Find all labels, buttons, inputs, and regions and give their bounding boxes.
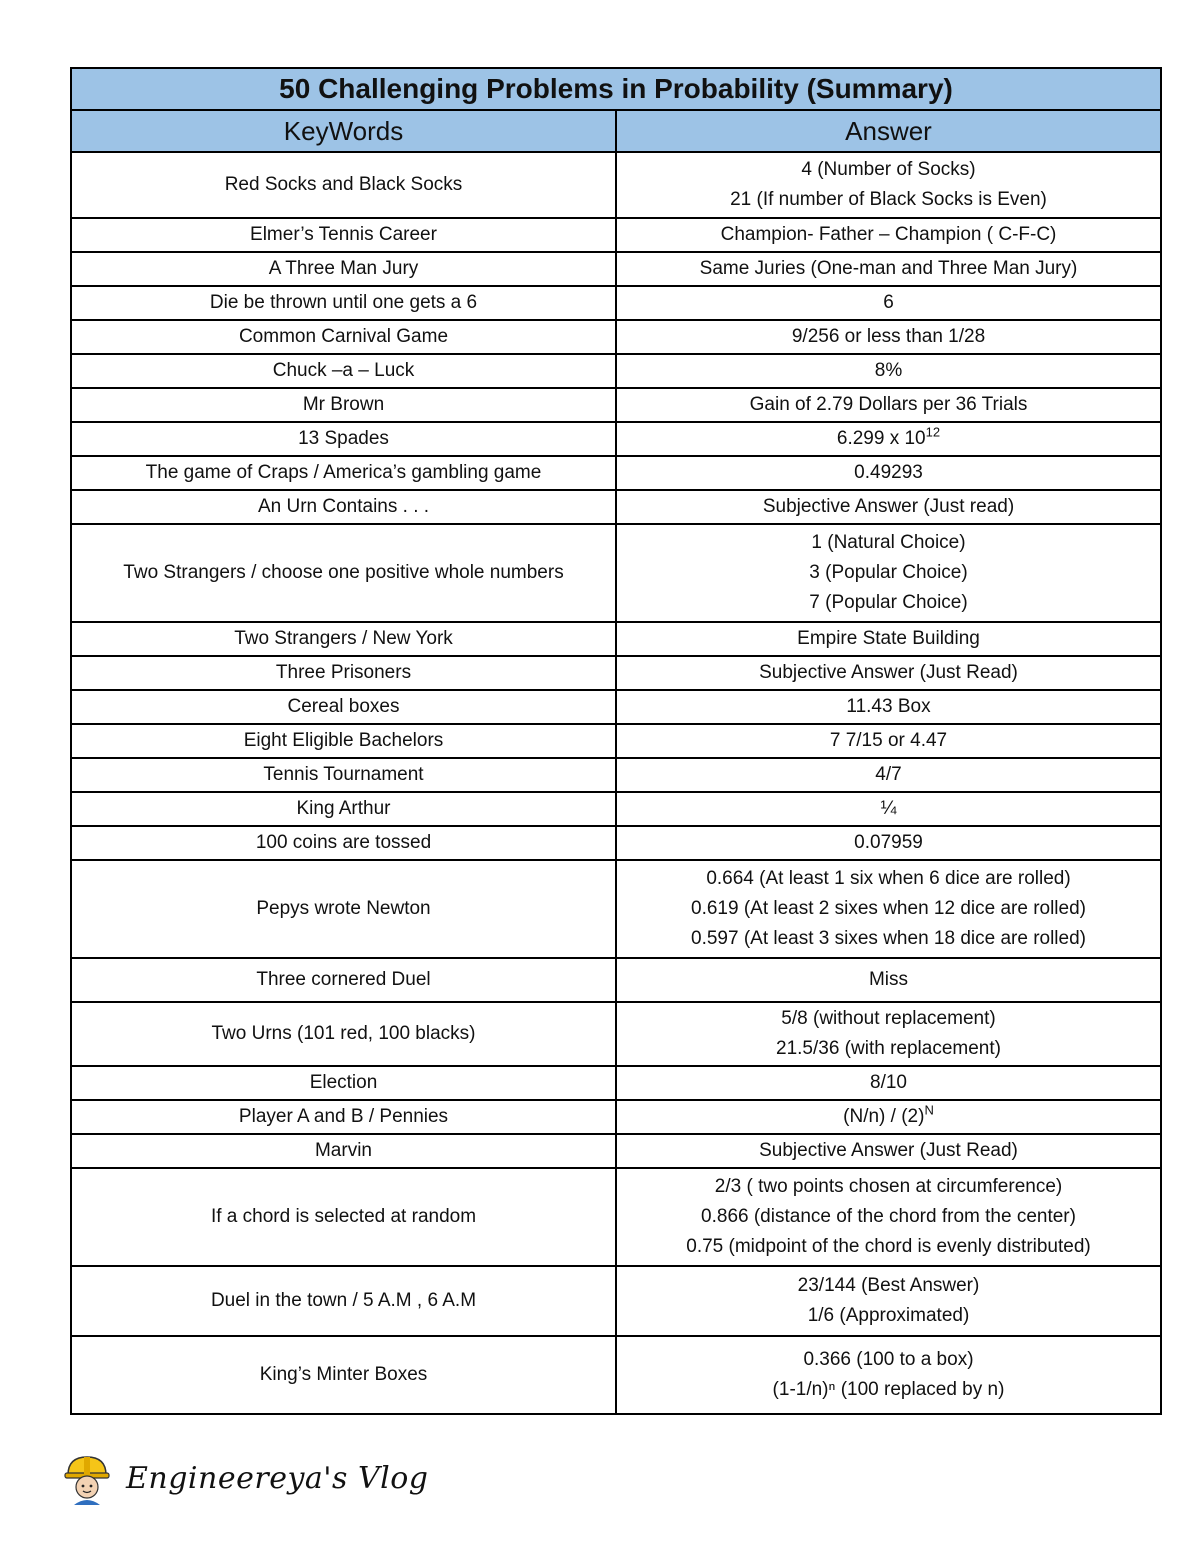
answer-text: ¼: [880, 798, 897, 819]
table-row: [71, 958, 1161, 1002]
table-row: [71, 1100, 1161, 1134]
answer-cell: [616, 1168, 1161, 1266]
answer-line: [623, 794, 1154, 824]
keyword-cell: Elmer’s Tennis Career: [71, 218, 616, 252]
answer-line: [623, 254, 1154, 284]
title-row: [71, 68, 1161, 110]
answer-text: 0.597 (At least 3 sixes when 18 dice are rolled): [691, 928, 1086, 949]
answer-line: [623, 1202, 1154, 1232]
keyword-cell: 100 coins are tossed: [71, 826, 616, 860]
table-row: [71, 456, 1161, 490]
table-row: [71, 152, 1161, 218]
answer-line: [623, 390, 1154, 420]
answer-cell: [616, 388, 1161, 422]
keyword-cell: Die be thrown until one gets a 6: [71, 286, 616, 320]
answer-cell: [616, 320, 1161, 354]
keyword-cell: 13 Spades: [71, 422, 616, 456]
keywords-header: KeyWords: [71, 110, 616, 152]
answer-cell: [616, 252, 1161, 286]
table-row: [71, 1336, 1161, 1414]
answer-superscript: 12: [925, 424, 941, 440]
answer-text: 7 (Popular Choice): [809, 592, 968, 613]
answer-line: [623, 1172, 1154, 1202]
summary-table: [70, 67, 1162, 1415]
answer-cell: [616, 1002, 1161, 1066]
answer-text: 2/3 ( two points chosen at circumference): [714, 1176, 1063, 1197]
answer-line: [623, 965, 1154, 995]
answer-cell: [616, 1100, 1161, 1134]
table-row: [71, 690, 1161, 724]
answer-line: [623, 458, 1154, 488]
answer-cell: [616, 656, 1161, 690]
answer-line: [623, 356, 1154, 386]
footer: [60, 1448, 428, 1508]
table-row: [71, 1168, 1161, 1266]
engineer-helmet-icon: [60, 1451, 114, 1505]
answer-text: Subjective Answer (Just Read): [759, 662, 1018, 683]
answer-cell: [616, 958, 1161, 1002]
table-row: [71, 252, 1161, 286]
table-row: [71, 1134, 1161, 1168]
keyword-cell: Marvin: [71, 1134, 616, 1168]
answer-text: 0.75 (midpoint of the chord is evenly distributed): [686, 1236, 1091, 1257]
answer-line: [623, 726, 1154, 756]
answer-line: [623, 424, 1154, 454]
table-row: [71, 724, 1161, 758]
answer-text: Same Juries (One-man and Three Man Jury): [699, 258, 1078, 279]
keyword-cell: Cereal boxes: [71, 690, 616, 724]
answer-cell: [616, 724, 1161, 758]
answer-cell: [616, 456, 1161, 490]
answer-line: [623, 864, 1154, 894]
table-row: [71, 354, 1161, 388]
answer-cell: [616, 1066, 1161, 1100]
table-row: [71, 320, 1161, 354]
answer-cell: [616, 354, 1161, 388]
answer-text: 1/6 (Approximated): [807, 1305, 970, 1326]
table-row: [71, 286, 1161, 320]
answer-cell: [616, 826, 1161, 860]
answer-text: 3 (Popular Choice): [809, 562, 968, 583]
answer-line: [623, 828, 1154, 858]
answer-text: 0.664 (At least 1 six when 6 dice are rolled): [706, 868, 1071, 889]
answer-line: [623, 1232, 1154, 1262]
answer-text: 23/144 (Best Answer): [797, 1275, 980, 1296]
answer-text: 7 7/15 or 4.47: [829, 730, 948, 751]
answer-line: [623, 894, 1154, 924]
answer-text: (N/n) / (2): [843, 1106, 925, 1127]
answer-cell: [616, 152, 1161, 218]
answer-cell: [616, 524, 1161, 622]
answer-line: [623, 624, 1154, 654]
answer-line: [623, 692, 1154, 722]
keyword-cell: Election: [71, 1066, 616, 1100]
keyword-cell: Common Carnival Game: [71, 320, 616, 354]
table-body: [71, 152, 1161, 1414]
answer-line: [623, 155, 1154, 185]
keyword-cell: If a chord is selected at random: [71, 1168, 616, 1266]
answer-superscript: N: [924, 1102, 934, 1118]
keyword-cell: Tennis Tournament: [71, 758, 616, 792]
answer-line: [623, 760, 1154, 790]
answer-text: Champion- Father – Champion ( C-F-C): [720, 224, 1057, 245]
answer-text: 5/8 (without replacement): [781, 1008, 996, 1029]
table-title: 50 Challenging Problems in Probability (Summary): [71, 68, 1161, 110]
keyword-cell: The game of Craps / America’s gambling game: [71, 456, 616, 490]
keyword-cell: Player A and B / Pennies: [71, 1100, 616, 1134]
answer-text: 11.43 Box: [846, 696, 931, 717]
answer-cell: [616, 1266, 1161, 1336]
answer-text: 8/10: [870, 1072, 907, 1093]
answer-cell: [616, 490, 1161, 524]
answer-text: 9/256 or less than 1/28: [791, 326, 986, 347]
table-row: [71, 524, 1161, 622]
answer-line: [623, 1375, 1154, 1405]
answer-line: [623, 558, 1154, 588]
answer-line: [623, 492, 1154, 522]
table-row: [71, 388, 1161, 422]
answer-text: 0.366 (100 to a box): [803, 1349, 974, 1370]
keyword-cell: Three Prisoners: [71, 656, 616, 690]
answer-line: [623, 1004, 1154, 1034]
answer-cell: [616, 860, 1161, 958]
answer-text: 6: [883, 292, 894, 313]
table-row: [71, 218, 1161, 252]
keyword-cell: Two Strangers / choose one positive whole numbers: [71, 524, 616, 622]
answer-cell: [616, 1336, 1161, 1414]
keyword-cell: Chuck –a – Luck: [71, 354, 616, 388]
answer-line: [623, 288, 1154, 318]
table-row: [71, 656, 1161, 690]
table-row: [71, 792, 1161, 826]
keyword-cell: Mr Brown: [71, 388, 616, 422]
keyword-cell: A Three Man Jury: [71, 252, 616, 286]
answer-text: Empire State Building: [797, 628, 980, 649]
answer-text: 0.866 (distance of the chord from the center): [701, 1206, 1076, 1227]
answer-text: 4 (Number of Socks): [801, 159, 976, 180]
table-row: [71, 1266, 1161, 1336]
answer-text: Gain of 2.79 Dollars per 36 Trials: [749, 394, 1028, 415]
keyword-cell: Eight Eligible Bachelors: [71, 724, 616, 758]
table-row: [71, 1066, 1161, 1100]
answer-cell: [616, 1134, 1161, 1168]
answer-text: (1-1/n)ⁿ (100 replaced by n): [772, 1379, 1005, 1400]
header-row: [71, 110, 1161, 152]
table-row: [71, 758, 1161, 792]
keyword-cell: Duel in the town / 5 A.M , 6 A.M: [71, 1266, 616, 1336]
answer-line: [623, 1068, 1154, 1098]
table-row: [71, 490, 1161, 524]
answer-text: 21.5/36 (with replacement): [776, 1038, 1001, 1059]
answer-text: 21 (If number of Black Socks is Even): [730, 189, 1047, 210]
answer-line: [623, 220, 1154, 250]
answer-line: [623, 1345, 1154, 1375]
answer-line: [623, 528, 1154, 558]
answer-cell: [616, 422, 1161, 456]
answer-cell: [616, 690, 1161, 724]
answer-line: [623, 1301, 1154, 1331]
answer-line: [623, 924, 1154, 954]
answer-line: [623, 1034, 1154, 1064]
keyword-cell: King’s Minter Boxes: [71, 1336, 616, 1414]
answer-header: Answer: [616, 110, 1161, 152]
answer-text: 0.49293: [854, 462, 923, 483]
answer-text: 8%: [874, 360, 903, 381]
keyword-cell: An Urn Contains . . .: [71, 490, 616, 524]
answer-text: Miss: [868, 969, 909, 990]
answer-text: 0.07959: [854, 832, 923, 853]
answer-cell: [616, 758, 1161, 792]
table-row: [71, 622, 1161, 656]
keyword-cell: Three cornered Duel: [71, 958, 616, 1002]
answer-cell: [616, 792, 1161, 826]
answer-line: [623, 1136, 1154, 1166]
answer-line: [623, 658, 1154, 688]
keyword-cell: Two Urns (101 red, 100 blacks): [71, 1002, 616, 1066]
keyword-cell: Two Strangers / New York: [71, 622, 616, 656]
keyword-cell: King Arthur: [71, 792, 616, 826]
table-row: [71, 860, 1161, 958]
answer-text: Subjective Answer (Just Read): [759, 1140, 1018, 1161]
answer-line: [623, 1271, 1154, 1301]
keyword-cell: Pepys wrote Newton: [71, 860, 616, 958]
answer-text: 1 (Natural Choice): [811, 532, 966, 553]
answer-cell: [616, 218, 1161, 252]
answer-text: 6.299 x 10: [836, 428, 926, 449]
table-row: [71, 422, 1161, 456]
answer-text: 4/7: [875, 764, 902, 785]
answer-line: [623, 1102, 1154, 1132]
answer-cell: [616, 622, 1161, 656]
answer-line: [623, 322, 1154, 352]
answer-line: [623, 588, 1154, 618]
answer-text: 0.619 (At least 2 sixes when 12 dice are rolled): [691, 898, 1086, 919]
keyword-cell: Red Socks and Black Socks: [71, 152, 616, 218]
answer-cell: [616, 286, 1161, 320]
table-row: [71, 1002, 1161, 1066]
brand-signature: Engineereya's Vlog: [126, 1460, 429, 1496]
table-row: [71, 826, 1161, 860]
answer-line: [623, 185, 1154, 215]
answer-text: Subjective Answer (Just read): [762, 496, 1015, 517]
